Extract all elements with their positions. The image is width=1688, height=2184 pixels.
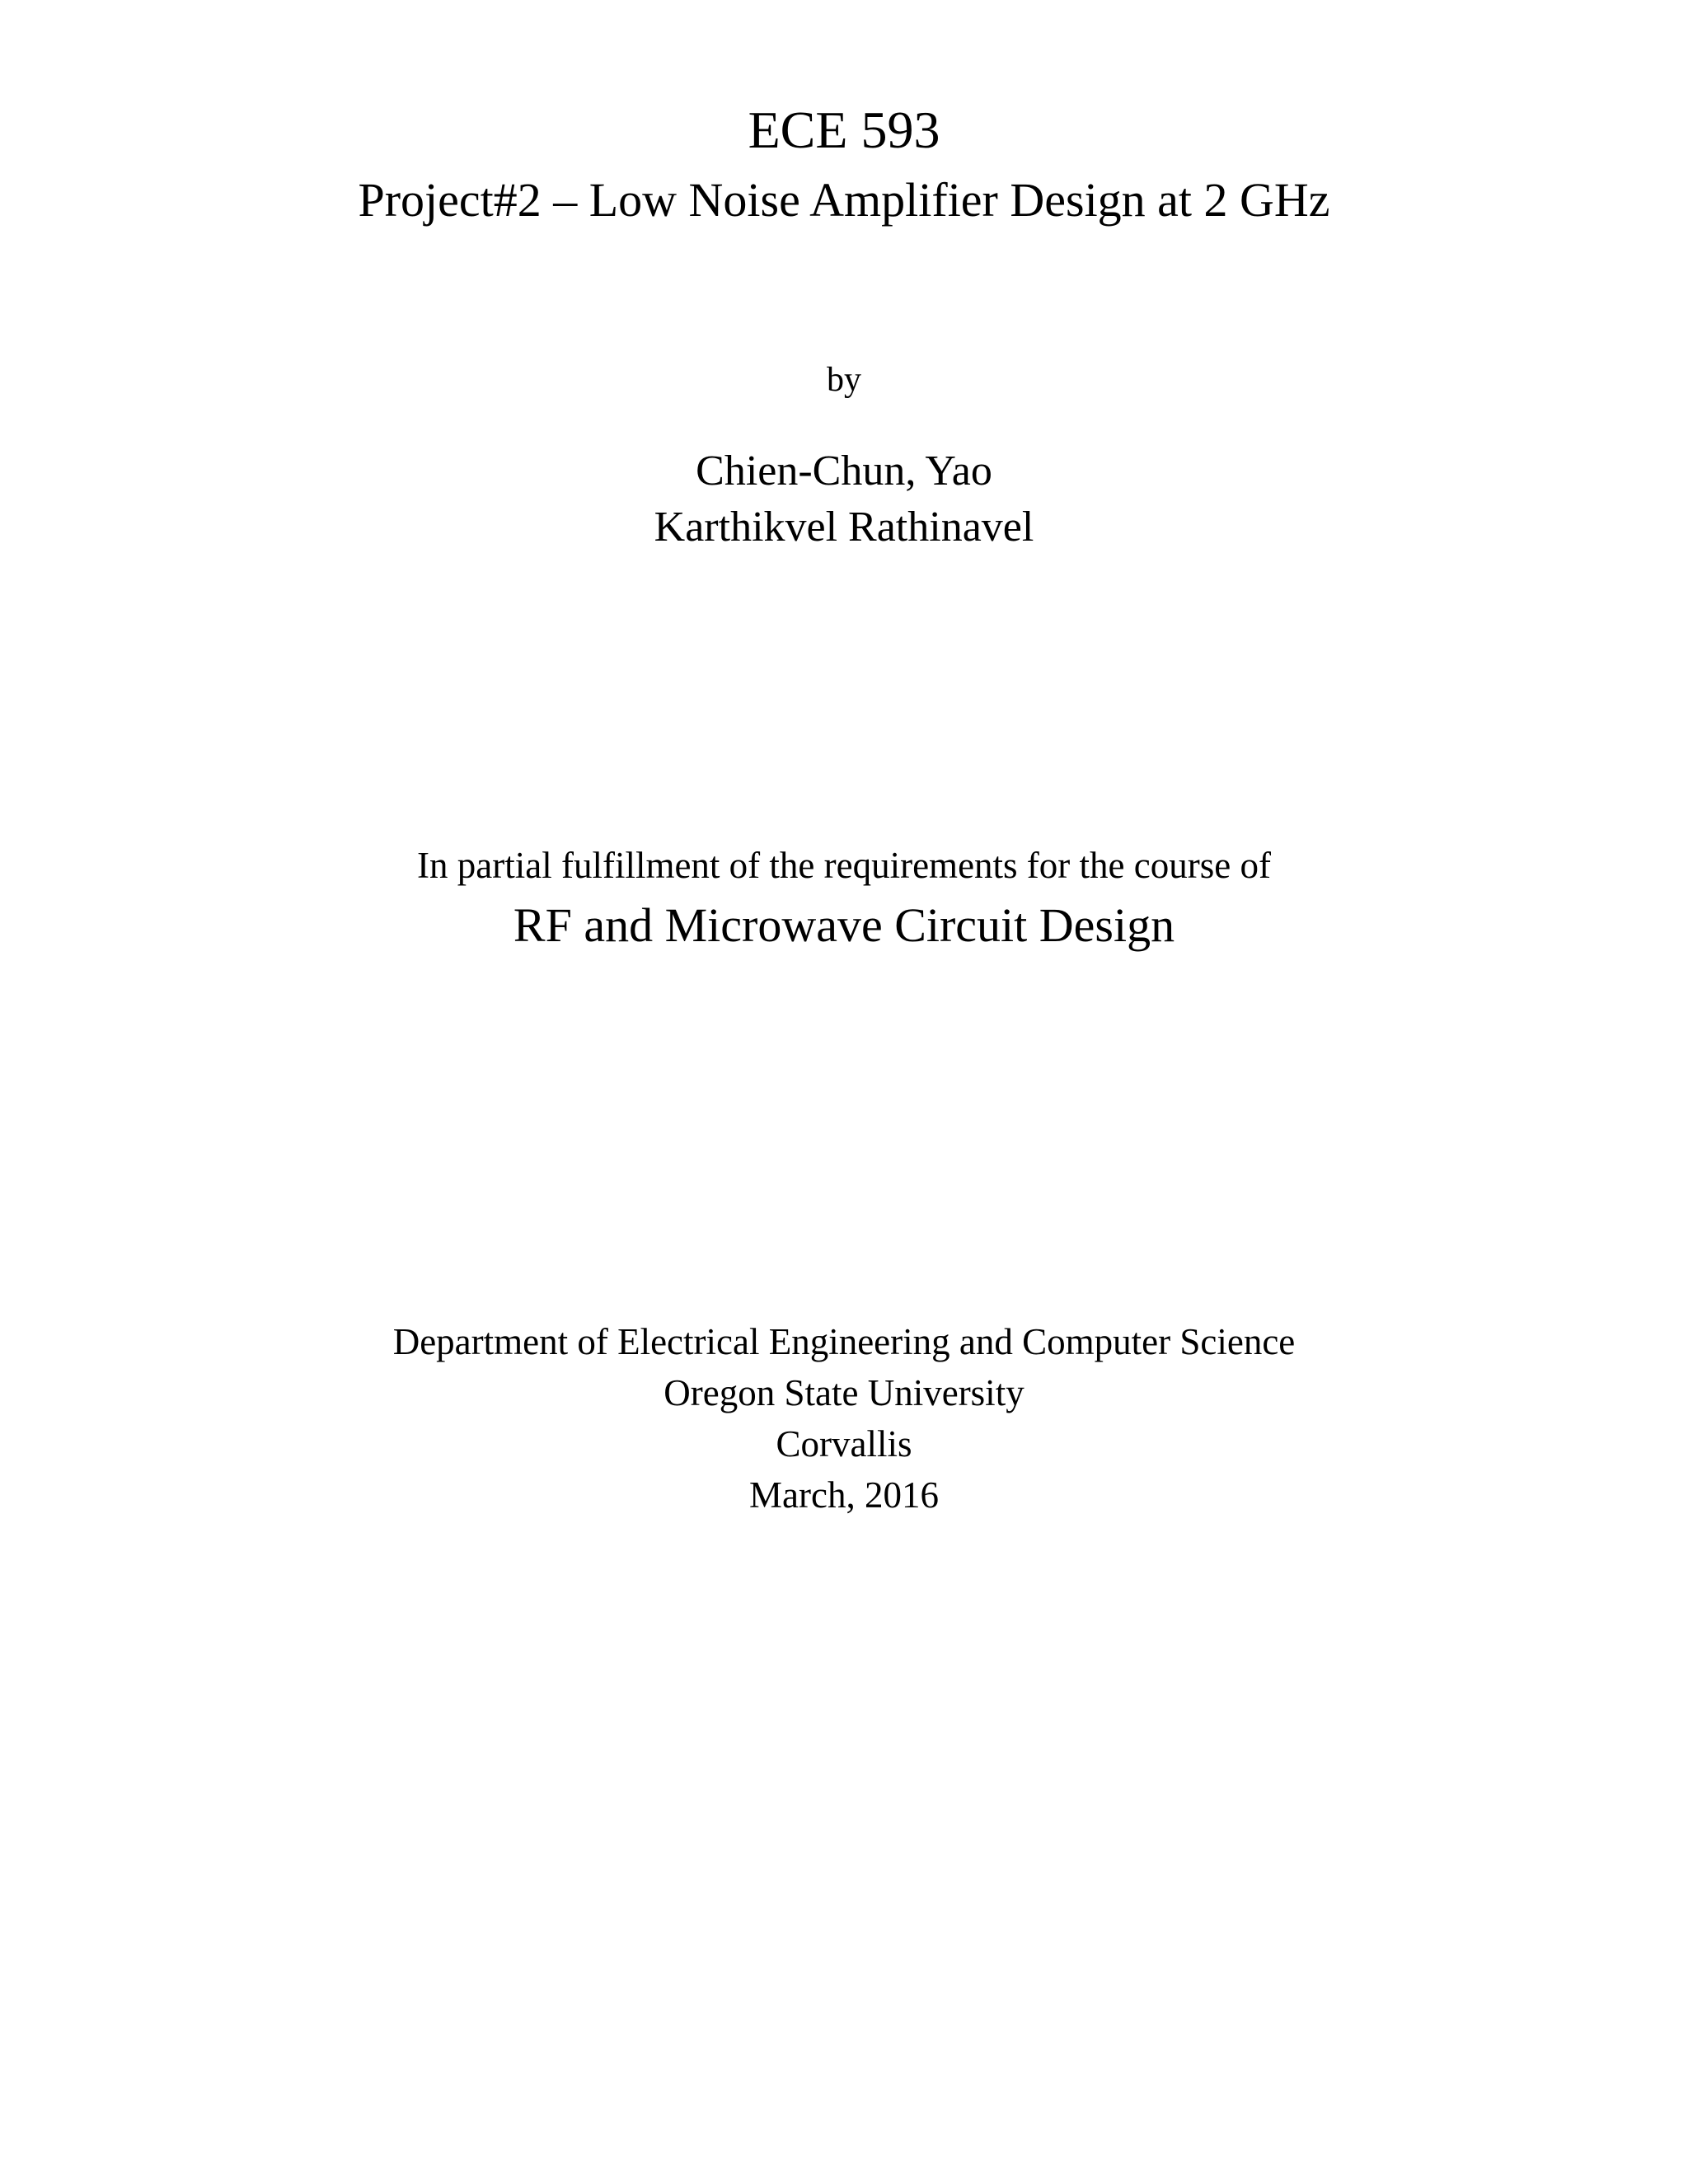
author-name: Chien-Chun, Yao (696, 448, 992, 494)
department-name: Department of Electrical Engineering and Computer Science (392, 1321, 1296, 1362)
author-name: Karthikvel Rathinavel (654, 504, 1034, 551)
document-date: March, 2016 (749, 1474, 939, 1516)
project-title: Project#2 – Low Noise Amplifier Design at 2 GHz (358, 173, 1330, 227)
fulfillment-statement: In partial fulfillment of the requirements for the course of (417, 845, 1271, 886)
by-label: by (827, 361, 861, 399)
university-name: Oregon State University (663, 1372, 1025, 1413)
course-code: ECE 593 (748, 101, 940, 159)
course-name: RF and Microwave Circuit Design (513, 898, 1175, 952)
city-name: Corvallis (776, 1423, 912, 1465)
